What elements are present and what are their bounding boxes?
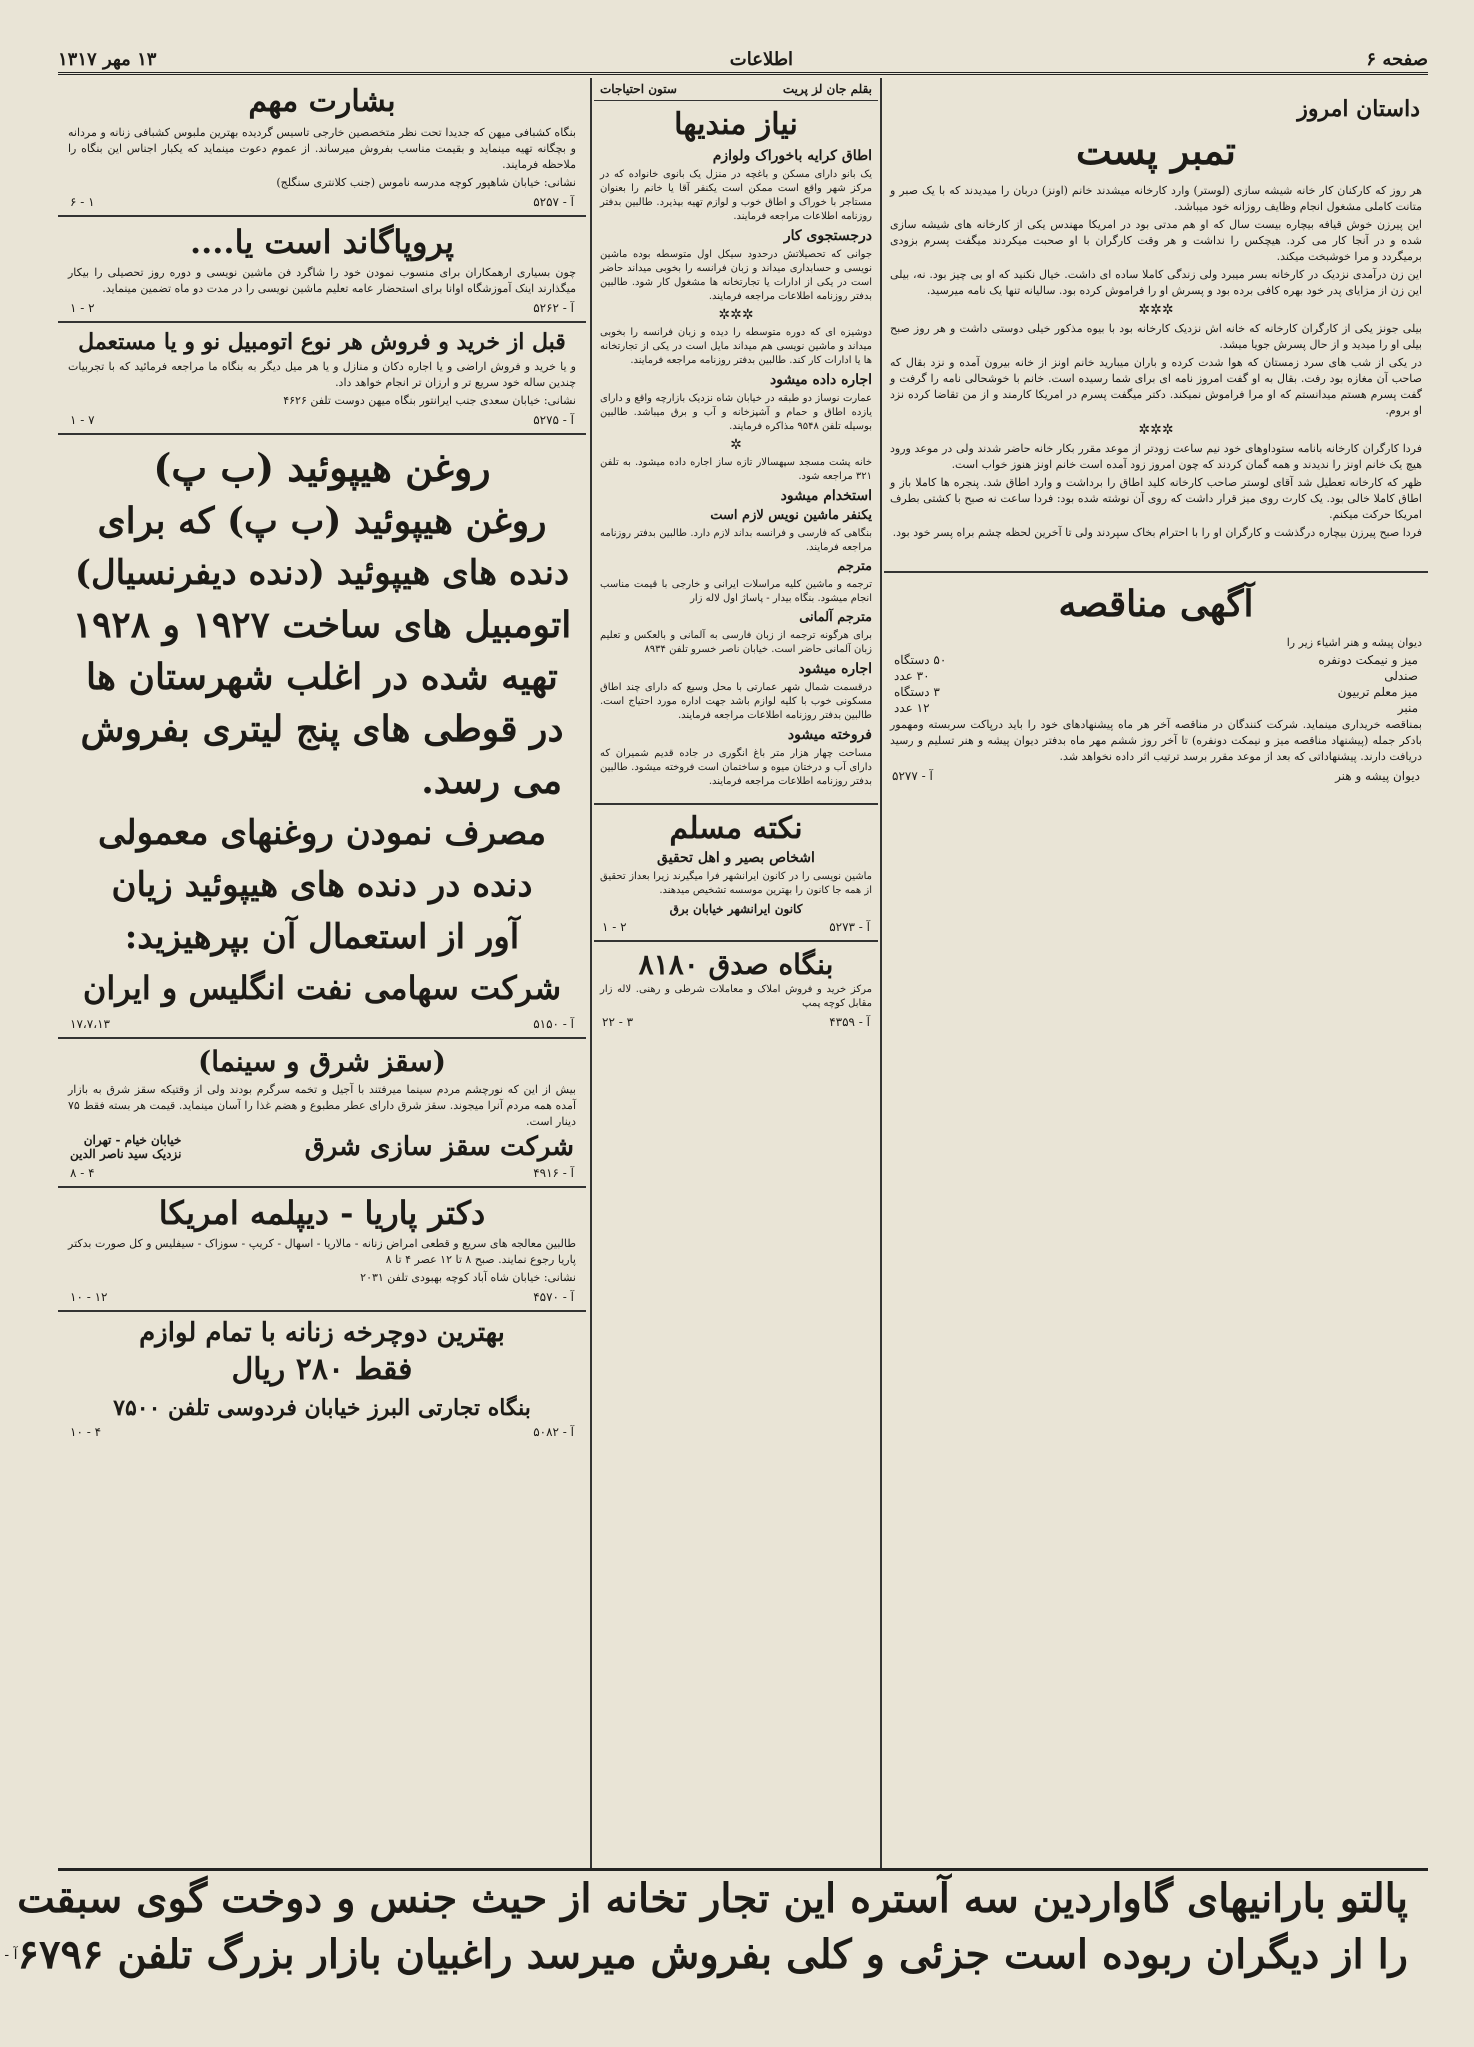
ad-reference: آ - ۴۹۱۶ ۴ - ۸: [70, 1166, 574, 1180]
ad-title: بشارت مهم: [248, 84, 396, 119]
classifieds-column: [594, 78, 878, 1868]
column-title: داستان امروز: [1297, 96, 1420, 122]
ad-reference: آ - ۵۲۶۲ ۲ - ۱: [70, 301, 574, 315]
ad-reference: آ - ۴۳۵۹ ۳ - ۲۲: [602, 1015, 870, 1029]
sadegh-title: بنگاه صدق ۸۱۸۰: [638, 948, 834, 981]
propaganda-ad: [58, 223, 586, 315]
bike-price: فقط ۲۸۰ ریال: [231, 1352, 413, 1387]
divider: [884, 571, 1428, 573]
ad-reference: دیوان پیشه و هنر آ - ۵۲۷۷: [892, 769, 1420, 783]
ad-text: طالبین معالجه های سریع و قطعی امراض زنانه - مالاریا - اسهال - کریپ - سوزاک - سیفلیس و کل صورت بدکتر پاریا رجوع نمایند. صبح ۸ تا ۱۲ عصر ۴ تا ۸: [68, 1237, 576, 1266]
ad-reference: آ - ۵۱۵۰ ۱۷،۷،۱۳: [70, 1017, 574, 1031]
ad-address: نشانی: خیابان سعدی جنب ایرانتور بنگاه میهن دوست تلفن ۴۶۲۶: [283, 394, 576, 407]
classified-heading: مترجم: [837, 559, 872, 574]
ad-address: نشانی: خیابان شاهپور کوچه مدرسه ناموس (جنب کلانتری سنگلج): [276, 176, 576, 189]
ad-address: نشانی: خیابان شاه آباد کوچه بهبودی تلفن ۲۰۳۱: [360, 1271, 576, 1284]
ad-text: چون بسیاری ارهمکاران برای منسوب نمودن خود را شاگرد فن ماشین نویسی و دوره روز تحصیلی را بیکار میگذارند اینک آموزشگاه اوانا برای استحضار عامه تعلیم ماشین نویسی را در مدت دو ماه تضمین مینماید.: [68, 266, 576, 295]
nokteh-text: ماشین نویسی را در کانون ایرانشهر فرا میگیرند زیرا بعداز تحقیق از همه جا کانون را بهترین موسسه تشخیص میدهند.: [600, 871, 872, 896]
banner-ref: آ -: [4, 1947, 18, 1963]
story-column: [884, 78, 1428, 1868]
ads-column: [58, 78, 586, 1868]
classified-text: درقسمت شمال شهر عمارتی با محل وسیع که دارای چند اطاق مسکونی خوب با کلیه لوازم باشد جهت اداره مورد احتیاج است. طالبین بدفتر روزنامه اطلاعات مراجعه فرمایند.: [600, 682, 872, 721]
car-ad: [58, 329, 586, 427]
classified-text: دوشیزه ای که دوره متوسطه را دیده و زبان فرانسه را بخوبی میداند و ماشین نویسی هم میداند مایل است در یکی از تجارتخانه ها یا ادارات کار کند. طالبین بدفتر روزنامه مراجعه فرمایند.: [600, 327, 872, 366]
oil-line: اتومبیل های ساخت ۱۹۲۷ و ۱۹۲۸: [72, 604, 572, 646]
ad-text: بیش از این که نورچشم مردم سینما میرفتند با آجیل و تخمه سرگرم بودند ولی از وقتیکه سقز شرق به بازار آمده همه مردم آنرا میجوند. سقز شرق دارای عطر مطبوع و هضم غذا را آسان مینماید. قیمت هر بسته فقط ۷۵ دینار است.: [68, 1083, 576, 1128]
tender-item: صندلی ۳۰ عدد: [894, 669, 1418, 683]
divider: [58, 215, 586, 217]
oil-line: دنده در دنده های هیپوئید زیان: [111, 865, 533, 905]
ad-title: قبل از خرید و فروش هر نوع اتومبیل نو و یا مستعمل: [78, 329, 566, 355]
classified-text: خانه پشت مسجد سپهسالار تازه ساز اجاره داده میشود. به تلفن ۳۲۱ مراجعه شود.: [600, 457, 872, 482]
separator-stars: ✲✲✲: [718, 307, 754, 323]
issue-date: ۱۳ مهر ۱۳۱۷: [58, 48, 157, 70]
story-paragraph: فردا کارگران کارخانه بانامه ستوداوهای خود نیم ساعت زودتر از موعد مقرر بکار خانه حاضر شدند ولی در موعد ورود هیچ یک خانم اونز را ندیدند و همه گمان کردند که چون امروز زود آمده است خانم اونز هنوز خواب است.: [890, 442, 1422, 471]
classified-text: عمارت نوساز دو طبقه در خیابان شاه نزدیک بازارچه واقع و دارای یازده اطاق و حمام و آشپزخانه و آب و برق میباشد. طالبین بوسیله تلفن ۹۵۴۸ مذاکره فرمایند.: [600, 393, 872, 432]
divider: [58, 1186, 586, 1188]
tender-title: آگهی مناقصه: [1058, 583, 1254, 625]
saghez-footer: [62, 1132, 582, 1162]
tender-item: منبر ۱۲ عدد: [894, 701, 1418, 715]
oil-line: در قوطی های پنج لیتری بفروش: [80, 708, 564, 750]
saghez-address: خیابان خیام - تهران نزدیک سید ناصر الدین: [70, 1133, 182, 1161]
section-heading: فروخته میشود: [787, 727, 872, 743]
saghez-ad: [58, 1045, 586, 1180]
besharat-ad: [58, 84, 586, 209]
ad-text: و یا خرید و فروش اراضی و یا اجاره دکان و منازل و یا هر میل دیگر به بنگاه ما مراجعه فرمائید که با تجربیات چندین ساله خود سریع تر و ارزان تر انجام خواهد داد.: [68, 360, 576, 389]
section-heading: اجاره میشود: [798, 661, 872, 677]
tender-ad: [884, 583, 1428, 783]
sadegh-text: مرکز خرید و فروش املاک و معاملات شرطی و رهنی. لاله زار مقابل کوچه پمپ: [600, 984, 872, 1009]
column-divider: [590, 78, 592, 1868]
paper-name: اطلاعات: [729, 48, 794, 70]
tender-item: میز معلم تربیون ۳ دستگاه: [894, 685, 1418, 699]
classified-text: بنگاهی که فارسی و فرانسه بداند لازم دارد. طالبین بدفتر روزنامه مراجعه فرمایند.: [600, 528, 872, 553]
tender-subtitle: دیوان پیشه و هنر اشیاء زیر را: [1286, 636, 1422, 649]
story-paragraph: در یکی از شب های سرد زمستان که هوا شدت کرده و باران میبارید خانم اونز از خانه بیرون آمده و نزد بقال که صاحب آن مغازه بود رفت. بقال به او گفت امروز نامه ای برای شما رسیده است. خانم با خوشحالی نامه را گرفت و گفت پسرم هستم میدانستم که او مرا فراموش نمیکند. دکتر میگفت پسرم در امریکا کارمند و از من تقاضا کرده نزد او بروم.: [890, 356, 1422, 417]
saghez-signature: شرکت سقز سازی شرق: [304, 1132, 574, 1162]
column-tag: ستون احتیاجات: [600, 82, 677, 96]
banner-line: پالتو بارانیهای گاواردین سه آستره این تجار تخانه از حیث جنس و دوخت گوی سبقت: [17, 1875, 1408, 1922]
ad-title: دکتر پاریا - دیپلمه امریکا: [158, 1194, 486, 1232]
divider: [58, 1037, 586, 1039]
classified-text: ترجمه و ماشین کلیه مراسلات ایرانی و خارجی با قیمت مناسب انجام میشود. بنگاه بیدار - پاساژ اول لاله زار: [600, 579, 872, 604]
story-title: تمبر پست: [1076, 128, 1236, 173]
separator-stars: ✲: [730, 437, 742, 453]
oil-ad: [58, 441, 586, 1031]
tender-item: میز و نیمکت دونفره ۵۰ دستگاه: [894, 653, 1418, 667]
column-top-labels: [594, 78, 878, 101]
ad-reference: آ - ۵۲۷۳ ۲ - ۱: [602, 920, 870, 934]
nokteh-title: نکته مسلم: [669, 811, 803, 846]
page-header: [58, 46, 1428, 75]
tender-body: بمناقصه خریداری مینماید. شرکت کنندگان در مناقصه آخر هر ماه پیشنهادهای خود را باید درپاکت سربسته ومهمور بادکر جمله (پیشنهاد مناقصه میز و نیمکت دونفره) تا آخر روز ششم مهر ماه بدفتر دیوان پیشه و هنر تسلیم و رسید دریافت دارند. پیشنهاداتی که بعد از موعد مقرر برسد ترتیب اثر داده نخواهد شد.: [890, 718, 1422, 763]
oil-line: مصرف نمودن روغنهای معمولی: [97, 813, 547, 853]
ad-title: بهترین دوچرخه زنانه با تمام لوازم: [139, 1318, 505, 1348]
banner-line-row: [4, 1927, 1428, 1983]
classified-heading: یکنفر ماشین نویس لازم است: [710, 508, 872, 523]
classified-text: مساحت چهار هزار متر باغ انگوری در جاده قدیم شمیران که دارای آب و درختان میوه و ساختمان است فروخته میشود. طالبین بدفتر روزنامه اطلاعات مراجعه فرمایند.: [600, 748, 872, 787]
ad-title: پروپاگاند است یا....: [190, 223, 454, 261]
bottom-banner-ad: [4, 1868, 1428, 1991]
oil-headline: روغن هیپوئید (ب پ): [153, 445, 491, 490]
classified-text: یک بانو دارای مسکن و باغچه در منزل یک بانوی خانواده که در مرکز شهر واقع است ممکن است یکنفر آقا یا خانم را بعنوان مستاجر با خوراک و اطاق خوب و لوازم تهیه بپذیرد. طالبین بدفتر روزنامه اطلاعات مراجعه فرمایند.: [600, 169, 872, 222]
nokteh-signature: کانون ایرانشهر خیابان برق: [669, 902, 803, 916]
classifieds-title: نیاز مندیها: [674, 107, 798, 142]
divider: [58, 433, 586, 435]
oil-line: آور از استعمال آن بپرهیزید:: [124, 917, 520, 957]
byline: بقلم جان لز پریت: [782, 82, 872, 96]
ad-text: بنگاه کشبافی میهن که جدیدا تحت نظر متخصصین خارجی تاسیس گردیده بهترین ملبوس کشبافی زنانه و مردانه و بچگانه تهیه مینماید و بقیمت مناسب بفروش میرساند. از عموم دعوت مینماید که یکبار اجناس این بنگاه را ملاحظه فرمایند.: [68, 126, 576, 171]
doctor-ad: [58, 1194, 586, 1304]
section-heading: درجستجوی کار: [783, 228, 872, 244]
story-paragraph: بیلی جونز یکی از کارگران کارخانه که خانه اش نزدیک کارخانه بود با بیوه مذکور خیلی دوستی داشت و هر روز صبح بیلی او را میدید و از حال پسرش جویا میشد.: [890, 322, 1422, 351]
divider: [58, 321, 586, 323]
story-paragraph: این پیرزن خوش قیافه بیچاره بیست سال که او هم مدتی بود در امریکا مهندس یکی از کارخانه های شیشه سازی شده و در آنجا کار می کرد. هیچکس را نداشت و هر وقت کارگران با او صحبت میکردند میگفت پسرم بزودی برمیگردد و مرا خوشبخت میکند.: [890, 218, 1422, 263]
bike-shop: بنگاه تجارتی البرز خیابان فردوسی تلفن ۷۵۰۰: [113, 1395, 531, 1421]
story-paragraph: هر روز که کارکنان کار خانه شیشه سازی (لوستر) وارد کارخانه میشدند خانم (اونز) دربان را میدیدند که با یک صبر و متانت کاملی مشغول انجام وظایف روزانه خود میباشد.: [890, 184, 1422, 213]
ad-reference: آ - ۵۰۸۲ ۴ - ۱۰: [70, 1425, 574, 1439]
classified-heading: مترجم آلمانی: [799, 610, 872, 625]
separator-stars: ✲✲✲: [1138, 422, 1174, 438]
nokteh-ad: [594, 811, 878, 934]
ad-reference: آ - ۵۲۵۷ ۱ - ۶: [70, 195, 574, 209]
divider: [594, 940, 878, 942]
ad-reference: آ - ۴۵۷۰ ۱۲ - ۱۰: [70, 1290, 574, 1304]
divider: [58, 1310, 586, 1312]
sadegh-ad: [594, 948, 878, 1029]
ad-reference: آ - ۵۲۷۵ ۷ - ۱: [70, 413, 574, 427]
nokteh-subtitle: اشخاص بصیر و اهل تحقیق: [657, 850, 815, 866]
oil-line: روغن هیپوئید (ب پ) که برای: [97, 500, 547, 542]
oil-line: دنده های هیپوئید (دنده دیفرنسیال): [74, 553, 570, 593]
section-heading: اجاره داده میشود: [769, 372, 872, 388]
ad-title: (سقز شرق و سینما): [197, 1045, 447, 1078]
banner-line: را از دیگران ربوده است جزئی و کلی بفروش میرسد راغبیان بازار بزرگ تلفن ۶۷۹۶: [17, 1931, 1408, 1978]
oil-company: شرکت سهامی نفت انگلیس و ایران: [82, 969, 562, 1007]
classified-text: برای هرگونه ترجمه از زبان فارسی به آلمانی و بالعکس و تعلیم زبان آلمانی حاضر است. خیابان ناصر خسرو تلفن ۸۹۳۴: [600, 630, 872, 655]
page-number: صفحه ۶: [1366, 48, 1428, 70]
story-paragraph: فردا صبح پیرزن بیچاره درگذشت و کارگران او را با احترام بخاک سپردند ولی تا آخرین لحظه چشم براه پسر خود بود.: [892, 526, 1422, 539]
column-divider: [880, 78, 882, 1868]
section-heading: اطاق کرایه باخوراک ولوازم: [712, 148, 872, 164]
bike-ad: [58, 1318, 586, 1439]
section-heading: استخدام میشود: [780, 488, 872, 504]
separator-stars: ✲✲✲: [1138, 302, 1174, 318]
oil-line: تهیه شده در اغلب شهرستان ها: [86, 656, 558, 698]
divider: [594, 803, 878, 805]
oil-line: می رسد.: [421, 760, 562, 802]
story-paragraph: این زن درآمدی نزدیک در کارخانه بسر میبرد ولی زندگی کاملا ساده ای داشت. خیال نکنید که او بی چیز بود. نه، بیلی این زن از مزایای پدر خود بهره کافی برده بود و پسرش او را فراموش کرده بود. سالیانه تنها یک نامه میرسید.: [890, 268, 1422, 297]
story-paragraph: ظهر که کارخانه تعطیل شد آقای لوستر صاحب کارخانه کلید اطاق را برداشت و وارد اطاق شد. پنجره ها کاملا باز و اطاق کاملا خالی بود. یک کارت روی میز قرار داشت که روی آن نوشته شده بود: فردا ساعت نه صبح با کشتی بطرف امریکا حرکت میکنم.: [890, 476, 1422, 521]
classified-text: جوانی که تحصیلاتش درحدود سیکل اول متوسطه بوده ماشین نویسی و حسابداری میداند و زبان فرانسه را بخوبی میداند حاضر است در یکی از ادارات یا تجارتخانه ها مشغول کار شود. طالبین بدفتر روزنامه اطلاعات مراجعه فرمایند.: [600, 249, 872, 302]
